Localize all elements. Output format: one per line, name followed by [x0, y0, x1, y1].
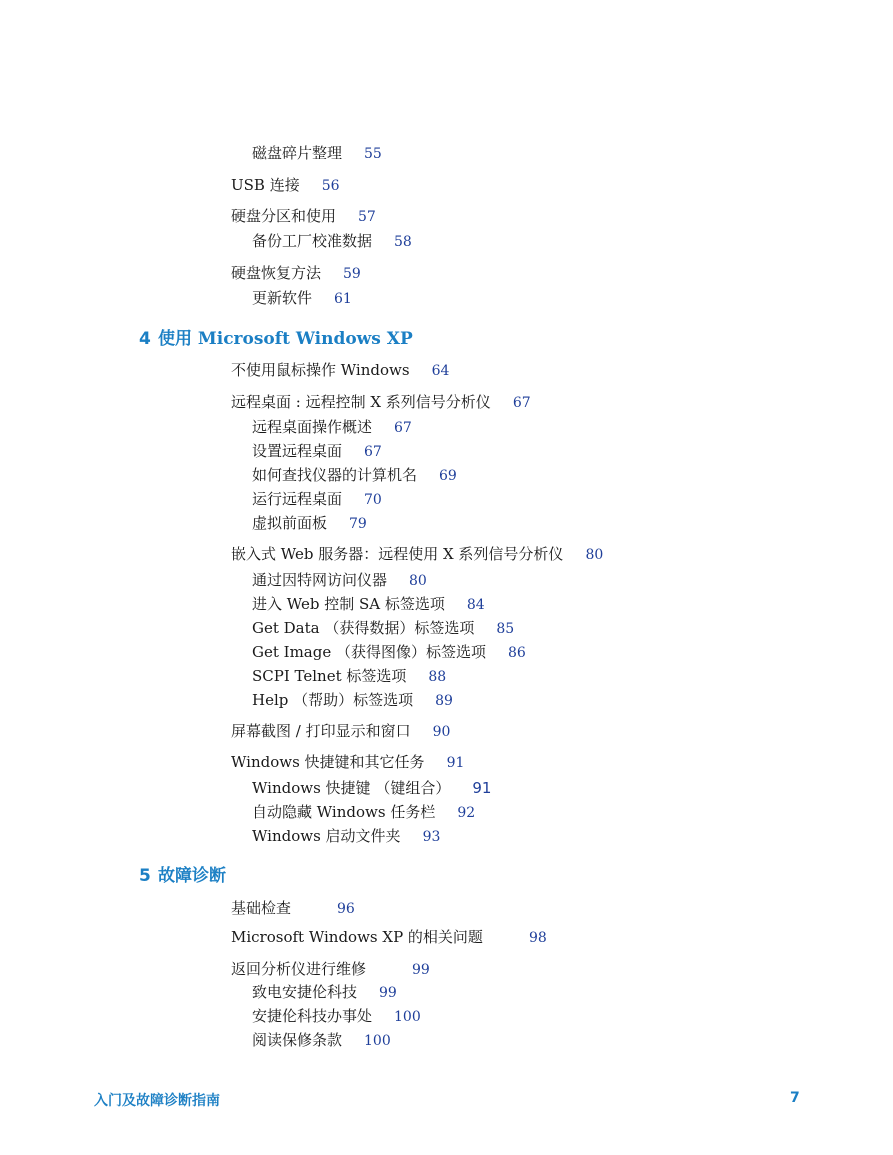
toc-page-link[interactable]: 56: [321, 178, 340, 194]
toc-entry-title: Microsoft Windows XP 的相关问题: [231, 928, 483, 946]
chapter-title[interactable]: 故障诊断: [158, 866, 226, 886]
toc-entry-title: 嵌入式 Web 服务器：远程使用 X 系列信号分析仪: [231, 545, 564, 563]
toc-entry: [252, 778, 491, 798]
toc-entry: [252, 143, 382, 163]
toc-page-link[interactable]: 100: [364, 1033, 391, 1049]
toc-page-link[interactable]: 96: [337, 901, 355, 917]
toc-page-link[interactable]: 57: [358, 209, 376, 225]
toc-entry: [252, 594, 485, 614]
toc-entry: [252, 826, 440, 846]
toc-entry: [231, 752, 464, 772]
toc-entry-title: 虚拟前面板: [252, 514, 328, 532]
chapter-number: 5: [139, 866, 151, 886]
toc-entry: [231, 263, 361, 283]
toc-entry: [252, 618, 514, 638]
toc-entry-title: 运行远程桌面: [252, 490, 343, 508]
toc-page-link[interactable]: 90: [432, 724, 451, 740]
toc-page-link[interactable]: 67: [394, 420, 412, 436]
toc-entry: [252, 417, 412, 437]
toc-entry: [252, 231, 412, 251]
toc-page-link[interactable]: 99: [379, 985, 397, 1001]
toc-page-link[interactable]: 92: [457, 805, 476, 821]
toc-entry: [252, 642, 526, 662]
toc-entry-title: 远程桌面操作概述: [252, 418, 373, 436]
toc-entry-title: 不使用鼠标操作 Windows: [231, 361, 410, 379]
toc-entry-title: SCPI Telnet 标签选项: [252, 667, 407, 685]
toc-page-link[interactable]: 69: [439, 468, 457, 484]
toc-page-link[interactable]: 84: [466, 597, 485, 613]
toc-page-link[interactable]: 55: [364, 146, 382, 162]
toc-page-link[interactable]: 64: [431, 363, 450, 379]
toc-entry: [231, 206, 376, 226]
toc-entry-title: 设置远程桌面: [252, 442, 343, 460]
toc-page-link[interactable]: 99: [412, 962, 430, 978]
toc-entry-title: 如何查找仪器的计算机名: [252, 466, 418, 484]
toc-entry: [231, 959, 430, 979]
toc-entry: [231, 175, 340, 195]
toc-entry: [252, 489, 382, 509]
toc-entry: [252, 465, 457, 485]
toc-entry-title: 屏幕截图 / 打印显示和窗口: [231, 722, 411, 740]
toc-entry: [231, 392, 531, 412]
toc-entry-title: Help （帮助）标签选项: [252, 691, 414, 709]
chapter-title[interactable]: 使用 Microsoft Windows XP: [158, 329, 413, 349]
toc-page-link[interactable]: 80: [585, 547, 604, 563]
toc-entry: [231, 898, 355, 918]
toc-entry: [252, 288, 352, 308]
toc-entry: [252, 441, 382, 461]
toc-entry-title: 备份工厂校准数据: [252, 232, 373, 250]
toc-page-link[interactable]: 59: [343, 266, 361, 282]
toc-entry-title: 磁盘碎片整理: [252, 144, 343, 162]
toc-entry-title: Windows 启动文件夹: [252, 827, 401, 845]
chapter-heading: [139, 865, 226, 887]
footer-document-title: 入门及故障诊断指南: [94, 1093, 220, 1109]
toc-entry: [252, 982, 397, 1002]
toc-entry-title: 更新软件: [252, 289, 313, 307]
toc-entry-title: 安捷伦科技办事处: [252, 1007, 373, 1025]
toc-entry-title: Windows 快捷键和其它任务: [231, 753, 425, 771]
toc-entry-title: 返回分析仪进行维修: [231, 960, 367, 978]
toc-entry-title: 阅读保修条款: [252, 1031, 343, 1049]
toc-entry-title: 远程桌面 : 远程控制 X 系列信号分析仪: [231, 393, 491, 411]
toc-entry: [252, 666, 446, 686]
toc-page-link[interactable]: 58: [394, 234, 412, 250]
toc-page-link[interactable]: 89: [435, 693, 453, 709]
toc-page-link[interactable]: 61: [334, 291, 352, 307]
toc-page-link[interactable]: 86: [508, 645, 526, 661]
toc-entry-title: 硬盘分区和使用: [231, 207, 337, 225]
toc-entry-title: 自动隐藏 Windows 任务栏: [252, 803, 436, 821]
toc-entry-title: 通过因特网访问仪器: [252, 571, 388, 589]
toc-entry-title: 基础检查: [231, 899, 292, 917]
toc-entry: [252, 513, 367, 533]
toc-page-link[interactable]: 88: [428, 669, 447, 685]
toc-entry: [252, 570, 427, 590]
toc-entry: [252, 1006, 421, 1026]
toc-page-link[interactable]: 67: [512, 395, 531, 411]
toc-page-link[interactable]: 79: [349, 516, 367, 532]
toc-page-link[interactable]: 93: [422, 829, 441, 845]
toc-entry-title: Get Image （获得图像）标签选项: [252, 643, 486, 661]
toc-entry: [231, 721, 450, 741]
toc-entry: [252, 690, 453, 710]
toc-page-link[interactable]: 100: [394, 1009, 421, 1025]
toc-page-link[interactable]: 98: [528, 930, 547, 946]
toc-entry: [231, 927, 547, 947]
toc-entry-title: 硬盘恢复方法: [231, 264, 322, 282]
toc-page-link[interactable]: 67: [364, 444, 382, 460]
toc-page-link[interactable]: 91: [446, 755, 465, 771]
toc-entry-title: 致电安捷伦科技: [252, 983, 358, 1001]
footer-page-number: 7: [790, 1090, 800, 1106]
toc-entry-title: Windows 快捷键 （键组合）: [252, 779, 451, 797]
toc-entry: [252, 1030, 391, 1050]
chapter-heading: [139, 328, 413, 350]
toc-entry: [252, 802, 475, 822]
toc-entry: [231, 544, 603, 564]
toc-page-link[interactable]: 85: [496, 621, 515, 637]
chapter-number: 4: [139, 329, 151, 349]
toc-entry-title: 进入 Web 控制 SA 标签选项: [252, 595, 445, 613]
toc-entry-title: Get Data （获得数据）标签选项: [252, 619, 475, 637]
toc-page-link[interactable]: 91: [472, 779, 492, 797]
toc-page-link[interactable]: 70: [364, 492, 382, 508]
toc-entry-title: USB 连接: [231, 176, 300, 194]
toc-entry: [231, 360, 449, 380]
toc-page-link[interactable]: 80: [409, 573, 427, 589]
